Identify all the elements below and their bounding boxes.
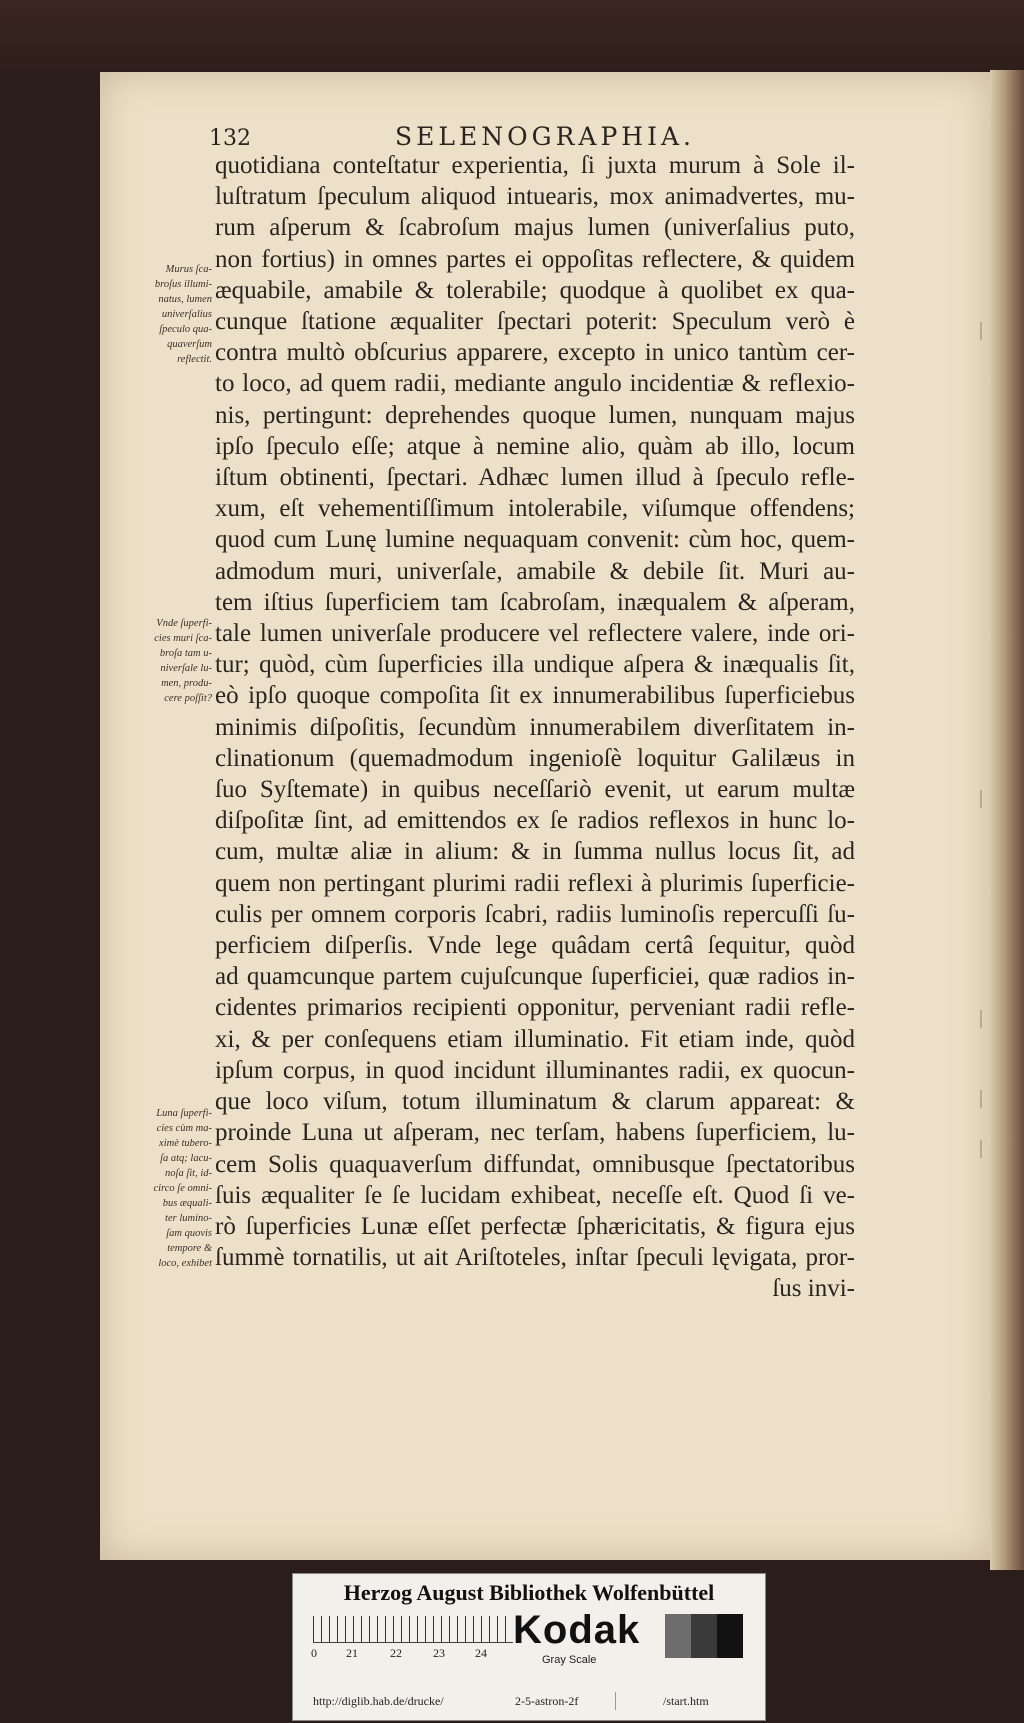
ruler-number: 23 bbox=[433, 1646, 445, 1660]
scale-ruler bbox=[313, 1616, 513, 1643]
marginal-line: natus, lumen bbox=[158, 294, 212, 305]
page-number: 132 bbox=[209, 126, 251, 151]
text-line: tale lumen univerſale producere vel reflectere valere, inde ori- bbox=[215, 620, 855, 648]
marginal-line: cies muri ſca- bbox=[154, 633, 212, 644]
url-part: /start.htm bbox=[663, 1694, 709, 1708]
text-line: admodum muri, univerſale, amabile & debile ſit. Muri au- bbox=[215, 557, 855, 585]
marginal-line: loco, exhibet bbox=[158, 1258, 212, 1269]
page-mark bbox=[980, 790, 982, 808]
marginal-line: cere poſſit? bbox=[164, 693, 212, 704]
marginal-line: ſpeculo qua- bbox=[159, 324, 212, 335]
body-text bbox=[215, 150, 855, 1305]
ruler-number: 0 bbox=[311, 1646, 317, 1660]
marginal-line: broſus illumi- bbox=[154, 279, 212, 290]
text-line: diſpoſitæ ſint, ad emittendos ex ſe radios reflexos in hunc lo- bbox=[215, 807, 855, 835]
text-line: xum, eſt vehementiſſimum intolerabile, viſumque offendens; bbox=[215, 495, 855, 523]
text-line: clinationum (quemadmodum ingenioſè loquitur Galilæus in bbox=[215, 744, 855, 772]
text-line: proinde Luna ut aſperam, nec terſam, habens ſuperficiem, lu- bbox=[215, 1119, 855, 1147]
scan-target-strip bbox=[292, 1573, 766, 1721]
text-line: perficiem diſperſis. Vnde lege quâdam certâ ſequitur, quòd bbox=[215, 932, 855, 960]
text-line: quem non pertingant plurimi radii reflexi à plurimis ſuperficie- bbox=[215, 869, 855, 897]
marginal-line: ſa atq; lacu- bbox=[160, 1153, 212, 1164]
url-part: 2-5-astron-2f bbox=[515, 1694, 579, 1708]
ruler-number: 21 bbox=[346, 1646, 358, 1660]
marginal-note-2 bbox=[118, 616, 212, 706]
text-line: ipſum corpus, in quod incidunt illuminantes radii, ex quocun- bbox=[215, 1056, 855, 1084]
top-background bbox=[0, 0, 1024, 70]
marginal-line: ter lumino- bbox=[165, 1213, 212, 1224]
text-line: rum aſperum & ſcabroſum majus lumen (univerſalius puto, bbox=[215, 214, 855, 242]
text-line: ſus invi- bbox=[772, 1275, 855, 1303]
marginal-line: cies cùm ma- bbox=[156, 1123, 212, 1134]
gray-patch bbox=[691, 1614, 717, 1658]
text-line: quotidiana conteſtatur experientia, ſi juxta murum à Sole il- bbox=[215, 152, 855, 179]
text-line: rò ſuperficies Lunæ eſſet perfectæ ſphæricitatis, & figura ejus bbox=[215, 1212, 855, 1240]
adjacent-page-edge bbox=[990, 70, 1024, 1570]
text-line: tur; quòd, cùm ſuperficies illa undique aſpera & inæqualis ſit, bbox=[215, 651, 855, 679]
text-line: quod cum Lunę lumine nequaquam convenit: cùm hoc, quem- bbox=[215, 526, 855, 554]
text-line: iſtum obtinenti, ſpectari. Adhæc lumen illud à ſpeculo refle- bbox=[215, 464, 855, 492]
gray-scale-label: Gray Scale bbox=[542, 1654, 597, 1666]
marginal-line: Murus ſca- bbox=[165, 264, 212, 275]
kodak-logo: Kodak bbox=[513, 1608, 641, 1652]
text-line: æquabile, amabile & tolerabile; quodque à quolibet ex qua- bbox=[215, 276, 855, 304]
text-line: cunque ſtatione æqualiter ſpectari poterit: Speculum verò è bbox=[215, 308, 855, 336]
marginal-line: tempore & bbox=[167, 1243, 212, 1254]
marginal-line: reflectit. bbox=[177, 354, 212, 365]
gray-patch bbox=[665, 1614, 691, 1658]
running-title: SELENOGRAPHIA. bbox=[395, 122, 695, 151]
text-line: culis per omnem corporis ſcabri, radiis luminoſis repercuſſi ſu- bbox=[215, 900, 855, 928]
marginal-line: univerſalius bbox=[161, 309, 212, 320]
marginal-line: noſa ſit, id- bbox=[165, 1168, 212, 1179]
gray-patch bbox=[717, 1614, 743, 1658]
ruler-number: 22 bbox=[390, 1646, 402, 1660]
text-line: cidentes primarios recipienti opponitur, perveniant radii refle- bbox=[215, 994, 855, 1022]
marginal-line: quaverſum bbox=[167, 339, 212, 350]
ruler-number: 24 bbox=[475, 1646, 487, 1660]
text-line: to loco, ad quem radii, mediante angulo incidentiæ & reflexio- bbox=[215, 370, 855, 398]
url-separator bbox=[615, 1692, 616, 1710]
text-line: luſtratum ſpeculum aliquod intuearis, mox animadvertes, mu- bbox=[215, 183, 855, 211]
marginal-line: bus æquali- bbox=[162, 1198, 212, 1209]
text-line: minimis diſpoſitis, ſecundùm innumerabilem diverſitatem in- bbox=[215, 713, 855, 741]
text-line: ipſo ſpeculo eſſe; atque à nemine alio, quàm ab illo, locum bbox=[215, 432, 855, 460]
text-line: tem iſtius ſuperficiem tam ſcabroſam, inæqualem & aſperam, bbox=[215, 588, 855, 616]
marginal-line: ximè tubero- bbox=[159, 1138, 212, 1149]
marginal-line: circo ſe omni- bbox=[153, 1183, 212, 1194]
page-mark bbox=[980, 1140, 982, 1158]
marginal-line: Luna ſuperfi- bbox=[156, 1108, 212, 1119]
marginal-line: broſa tam u- bbox=[159, 648, 212, 659]
marginal-line: ſam quovis bbox=[166, 1228, 212, 1239]
marginal-line: niverſale lu- bbox=[160, 663, 212, 674]
marginal-line: Vnde ſuperfi- bbox=[156, 618, 212, 629]
text-line: ſuo Syſtemate) in quibus neceſſariò evenit, ut earum multæ bbox=[215, 776, 855, 804]
text-line: xi, & per conſequens etiam illuminatio. Fit etiam inde, quòd bbox=[215, 1025, 855, 1053]
text-line: ad quamcunque partem cujuſcunque ſuperficiei, quæ radios in- bbox=[215, 963, 855, 991]
text-line: non fortius) in omnes partes ei oppoſitas reflectere, & quidem bbox=[215, 245, 855, 273]
text-line: nis, pertingunt: deprehendes quoque lumen, nunquam majus bbox=[215, 401, 855, 429]
text-line: ſummè tornatilis, ut ait Ariſtoteles, inſtar ſpeculi lęvigata, pror- bbox=[215, 1244, 855, 1272]
text-line: ſuis æqualiter ſe ſe lucidam exhibeat, neceſſe eſt. Quod ſi ve- bbox=[215, 1181, 855, 1209]
text-line: eò ipſo quoque compoſita ſit ex innumerabilibus ſuperficiebus bbox=[215, 682, 855, 710]
page-mark bbox=[980, 322, 982, 340]
marginal-line: men, produ- bbox=[161, 678, 212, 689]
text-line: que loco viſum, totum illuminatum & clarum appareat: & bbox=[215, 1088, 855, 1116]
url-part: http://diglib.hab.de/drucke/ bbox=[313, 1694, 444, 1708]
page-mark bbox=[980, 1010, 982, 1028]
text-line: cem Solis quaquaverſum diffundat, omnibusque ſpectatoribus bbox=[215, 1150, 855, 1178]
marginal-note-3 bbox=[118, 1106, 212, 1271]
page-mark bbox=[980, 1090, 982, 1108]
library-name: Herzog August Bibliothek Wolfenbüttel bbox=[343, 1580, 715, 1605]
text-line: cum, multæ aliæ in alium: & in ſumma nullus locus ſit, ad bbox=[215, 838, 855, 866]
text-line: contra multò obſcurius apparere, excepto in unico tantùm cer- bbox=[215, 339, 855, 367]
marginal-note-1 bbox=[118, 262, 212, 367]
